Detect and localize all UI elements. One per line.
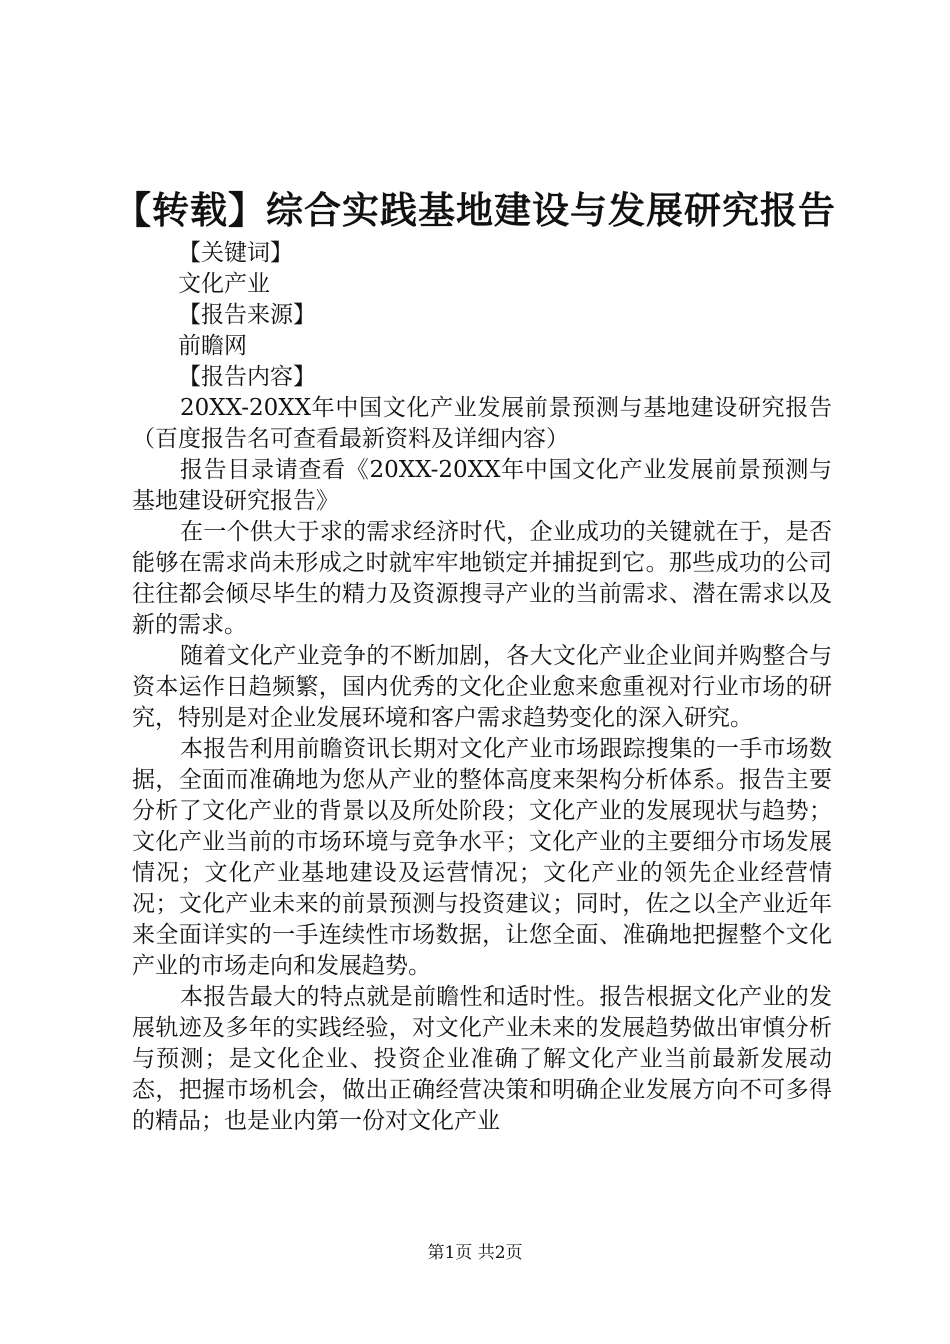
keywords-value: 文化产业 [178, 271, 270, 297]
paragraph: 随着文化产业竞争的不断加剧，各大文化产业企业间并购整合与资本运作日趋频繁，国内优秀的文化企业愈来愈重视对行业市场的研究，特别是对企业发展环境和客户需求趋势变化的深入研究。 [132, 643, 832, 731]
content-heading: 【报告内容】 [178, 364, 316, 390]
keywords-heading: 【关键词】 [178, 240, 293, 266]
paragraph: 本报告利用前瞻资讯长期对文化产业市场跟踪搜集的一手市场数据，全面而准确地为您从产业的整体高度来架构分析体系。报告主要分析了文化产业的背景以及所处阶段；文化产业的发展现状与趋势；文化产业当前的市场环境与竞争水平；文化产业的主要细分市场发展情况；文化产业基地建设及运营情况；文化产业的领先企业经营情况；文化产业未来的前景预测与投资建议；同时，佐之以全产业近年来全面详实的一手连续性市场数据，让您全面、准确地把握整个文化产业的市场走向和发展趋势。 [132, 736, 832, 979]
page-number: 第1页 共2页 [427, 1243, 523, 1263]
paragraph-toc-note: 报告目录请查看《20XX-20XX年中国文化产业发展前景预测与基地建设研究报告》 [132, 457, 832, 514]
paragraph: 本报告最大的特点就是前瞻性和适时性。报告根据文化产业的发展轨迹及多年的实践经验，对文化产业未来的发展趋势做出审慎分析与预测；是文化企业、投资企业准确了解文化产业当前最新发展动态，把握市场机会，做出正确经营决策和明确企业发展方向不可多得的精品；也是业内第一份对文化产业 [132, 984, 832, 1134]
paragraph: 在一个供大于求的需求经济时代，企业成功的关键就在于，是否能够在需求尚未形成之时就牢牢地锁定并捕捉到它。那些成功的公司往往都会倾尽毕生的精力及资源搜寻产业的当前需求、潜在需求以及新的需求。 [132, 519, 832, 638]
source-heading: 【报告来源】 [178, 302, 316, 328]
document-title: 【转载】综合实践基地建设与发展研究报告 [114, 188, 836, 232]
paragraph-report-name: 20XX-20XX年中国文化产业发展前景预测与基地建设研究报告（百度报告名可查看最新资料及详细内容） [132, 395, 832, 452]
source-value: 前瞻网 [178, 333, 247, 359]
document-body [132, 238, 832, 1137]
